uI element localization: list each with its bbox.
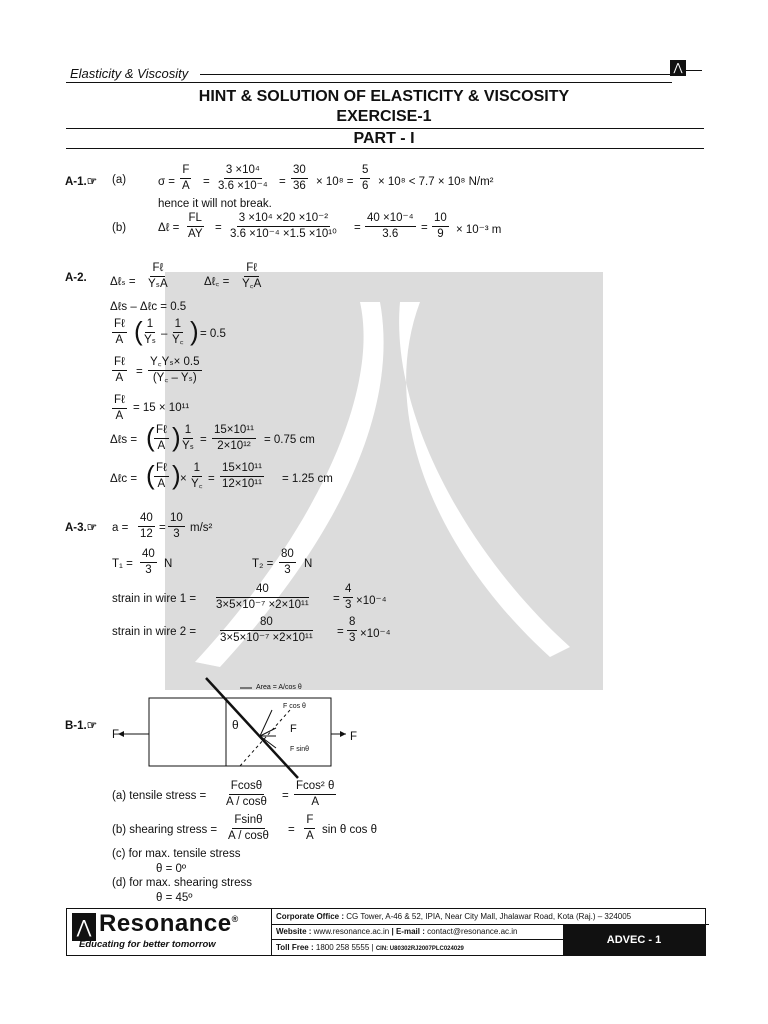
footer-brand [67,909,272,955]
b1-f-label: F [290,723,297,735]
a3-s1-tail: ×10⁻⁴ [356,595,387,607]
a2-l7-rhs: $\frac{\text{15×10¹¹}}{\text{12×10¹¹}}$ [222,462,262,490]
header-rule [66,82,672,83]
label-a3: A-3.☞ [65,522,98,534]
b1-a-frac: $\frac{Fcos\theta}{A / \cos\theta}$ [226,780,267,808]
footer-toll: Toll Free : 1800 258 5555 | CIN: U80302RJ2007PLC024029 [276,943,464,952]
paren-close: ) [172,460,181,490]
a3-frac-2: $\frac{10}{3}$ [170,512,183,540]
b-tail: × 10⁻³ m [456,224,502,236]
b1-c-head: (c) for max. tensile stress [112,848,241,860]
eq: = [159,522,166,534]
b-frac-3: $\frac{\text{40 ×10⁻⁴}}{3.6}$ [367,212,414,240]
a2-dls-frac: Fℓ YₛA [148,262,168,290]
b1-b-tail: sin θ cos θ [322,824,377,836]
paren-open: ( [134,316,143,346]
a3-s2-rhs: $\frac{8}{3}$ [349,616,356,644]
a2-dls: Δℓₛ = [110,276,136,288]
hand-pointer-icon: ☞ [86,176,98,188]
a3-t1-frac: $\frac{40}{3}$ [142,548,155,576]
eq: = [421,222,428,234]
brand-reg: ® [231,914,239,924]
a1-frac-1: $\frac{F}{A}$ [182,164,190,192]
label-a1: A-1.☞ [65,176,98,188]
title-rule-top [66,128,704,129]
b1-b-head: (b) shearing stress = [112,824,218,836]
eq: = [279,176,286,188]
a3-s1: strain in wire 1 = [112,593,197,605]
eq: = [208,473,215,485]
a3-t1-unit: N [164,558,173,570]
hand-pointer-icon: ☞ [86,720,98,732]
b1-b-rhs: $\frac{F}{A}$ [306,814,314,842]
b1-d-val: θ = 45º [156,892,193,904]
section-header: Elasticity & Viscosity [70,66,189,81]
b1-a-head: (a) tensile stress = [112,790,207,802]
a2-l3-frac: Fℓ A [114,318,125,346]
a3-t1: T₁ = [112,558,133,570]
a2-line2: Δℓs – Δℓc = 0.5 [110,301,187,313]
a2-l7-frac: Fℓ A [156,462,167,490]
a2-l5-frac: Fℓ A [114,394,125,422]
eq: = [354,222,361,234]
a1-note: hence it will not break. [158,198,272,210]
paren-close: ) [190,316,199,346]
b1-fcos-label: F cos θ [283,703,306,710]
a1-tail: × 10⁸ < 7.7 × 10⁸ N/m² [378,176,494,188]
a1-sigma: σ = [158,176,176,188]
a3-t2: T₂ = [252,558,274,570]
a1-frac-3: $\frac{30}{36}$ [293,164,306,192]
page-title: HINT & SOLUTION OF ELASTICITY & VISCOSITY [198,88,570,105]
a2-l6-rhs: $\frac{\text{15×10¹¹}}{\text{2×10¹²}}$ [214,424,254,452]
a2-l4-frac: Fℓ A [114,356,125,384]
a3-s1-frac: $\frac{40}{\text{3×5×10⁻⁷ ×2×10¹¹}}$ [216,583,309,611]
title-rule-bottom [66,148,704,149]
paren-close: ) [172,422,181,452]
a2-l7-tail: = 1.25 cm [282,473,333,485]
b1-fsin-label: F sinθ [290,746,310,753]
a3-tail: m/s² [190,522,213,534]
a1-tag-b: (b) [112,222,127,234]
b1-theta-label: θ [232,718,239,732]
eq: = [337,626,344,638]
a2-l7-head: Δℓc = [110,473,138,485]
brand-tagline: Educating for better tomorrow [79,939,216,950]
part-title: PART - I [353,130,415,147]
times: × [180,473,187,485]
a2-l4-rhs: $\frac{\text{Y꜀Yₛ× 0.5}}{\text{(Y꜀ – Yₛ)}}$ [150,356,200,384]
a3-t2-frac: $\frac{80}{3}$ [281,548,294,576]
label-a2: A-2. [65,272,87,284]
b1-f-left: F [112,729,120,741]
a2-l3-a: $\frac{1}{\text{Yₛ}}$ [144,318,156,346]
header-rule-top [200,74,670,75]
a3-s2: strain in wire 2 = [112,626,197,638]
paren-open: ( [146,422,155,452]
eq: = [200,434,207,446]
header-logo-icon: ⋀ [670,60,686,76]
a1-frac-4: $\frac{5}{6}$ [362,164,369,192]
a3-head: a = [112,522,129,534]
b1-a-rhs: $\frac{\text{Fcos² θ}}{A}$ [296,780,335,808]
a3-s2-tail: ×10⁻⁴ [360,628,391,640]
hand-pointer-icon: ☞ [86,522,98,534]
a2-dlc: Δℓ꜀ = [204,276,230,288]
a3-s1-rhs: $\frac{4}{3}$ [345,583,352,611]
b1-area-label: Area = A/cos θ [256,684,302,691]
a3-t2-unit: N [304,558,313,570]
a1-mid: × 10⁸ = [316,176,354,188]
footer-web: Website : www.resonance.ac.in | E-mail : contact@resonance.ac.in [272,925,566,940]
a2-l5-tail: = 15 × 10¹¹ [133,402,190,414]
a1-dl: Δℓ = [158,222,180,234]
resonance-logo-icon: ⋀ [72,913,96,941]
label-b1: B-1.☞ [65,720,98,732]
a2-l6-head: Δℓs = [110,434,138,446]
a1-tag-a: (a) [112,174,127,186]
exercise-title: EXERCISE-1 [336,108,432,125]
paren-open: ( [146,460,155,490]
b-frac-2: $\frac{\text{3 ×10⁴ ×20 ×10⁻²}}{\text{3.6 ×10⁻⁴ ×1.5 ×10¹⁰}}$ [230,212,337,240]
a3-s2-frac: $\frac{80}{\text{3×5×10⁻⁷ ×2×10¹¹}}$ [220,616,313,644]
a3-frac-1: $\frac{40}{12}$ [140,512,153,540]
b1-f-right: F [350,731,358,743]
a2-l6-frac: Fℓ A [156,424,167,452]
eq: = [203,176,210,188]
header-rule-right [686,70,702,71]
a2-l3-b: $\frac{1}{Y꜀}$ [172,318,184,346]
eq: = [136,366,143,378]
a2-l6-b: $\frac{1}{\text{Yₛ}}$ [182,424,194,452]
a2-l3-tail: = 0.5 [200,328,226,340]
footer [66,908,706,956]
b-frac-1: $\frac{FL}{AY}$ [188,212,203,240]
brand-name: Resonance [99,910,232,937]
a2-dlc-frac: Fℓ Y꜀A [242,262,262,290]
minus: – [161,328,168,340]
eq: = [333,593,340,605]
page-code: ADVEC - 1 [563,925,705,955]
a1-frac-2: $\frac{\text{3 ×10⁴}}{\text{3.6 ×10⁻⁴}}$ [218,164,268,192]
b1-b-frac: $\frac{Fsin\theta}{A / \cos\theta}$ [228,814,269,842]
a2-l7-b: $\frac{1}{Y꜀}$ [191,462,203,490]
eq: = [288,824,295,836]
b1-d-head: (d) for max. shearing stress [112,877,252,889]
b-frac-4: $\frac{10}{9}$ [434,212,447,240]
eq: = [282,790,289,802]
b1-c-val: θ = 0º [156,863,187,875]
footer-corp: Corporate Office : CG Tower, A-46 & 52, IPIA, Near City Mall, Jhalawar Road, Kota (Raj.) – 324005 [272,909,709,925]
eq: = [215,222,222,234]
a2-l6-tail: = 0.75 cm [264,434,315,446]
